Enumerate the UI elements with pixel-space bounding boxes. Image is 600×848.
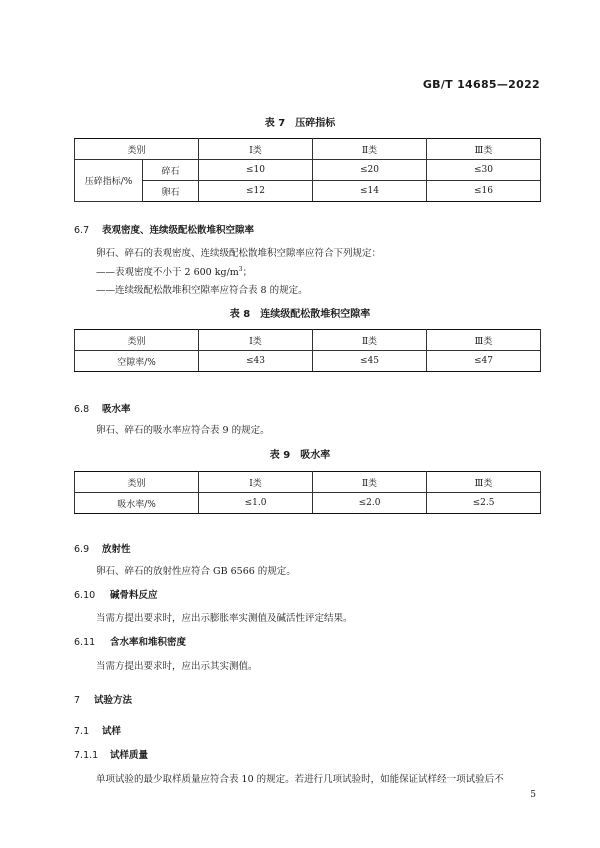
table-header-cell: Ⅱ类 [313,472,427,493]
table-header-cell: 类别 [75,472,199,493]
table-cell: 空隙率/% [75,351,199,372]
paragraph: 单项试验的最少取样质量应符合表 10 的规定。若进行几项试验时，如能保证试样经一项试验后不 [96,774,504,785]
row-group-label: 压碎指标/% [75,160,143,202]
section-6-8-heading [74,401,131,415]
paragraph: 卵石、碎石的放射性应符合 GB 6566 的规定。 [96,566,296,577]
table-cell: 卵石 [143,181,199,202]
table-9 [74,471,541,514]
section-number: 6.9 [74,544,90,555]
section-title: 试样 [102,726,122,737]
table-cell: ≤14 [313,181,427,202]
section-7-1-1-heading [74,747,148,761]
table-8 [74,329,541,372]
table-row [75,351,541,372]
table-8-caption: 表 8 连续级配松散堆积空隙率 [229,309,371,320]
table-cell: ≤30 [427,160,541,181]
table-header-cell: 类别 [75,330,199,351]
table-row [75,330,541,351]
section-title: 碱骨料反应 [110,590,158,601]
section-number: 6.11 [74,637,96,648]
table-cell: ≤20 [313,160,427,181]
table-cell: 碎石 [143,160,199,181]
paragraph: 当需方提出要求时，应出示其实测值。 [96,661,258,672]
section-title: 吸水率 [102,404,131,415]
paragraph: 卵石、碎石的吸水率应符合表 9 的规定。 [96,425,270,436]
section-7-heading [74,692,132,706]
table-cell: ≤43 [199,351,313,372]
table-cell: ≤10 [199,160,313,181]
standard-code: GB/T 14685—2022 [422,78,540,91]
table-cell: ≤12 [199,181,313,202]
table-cell: ≤45 [313,351,427,372]
table-header-cell: 类别 [75,139,199,160]
section-number: 7 [74,695,81,706]
table-header-cell: Ⅱ类 [313,139,427,160]
paragraph: 卵石、碎石的表观密度、连续级配松散堆积空隙率应符合下列规定： [96,248,382,259]
paragraph-density [96,264,252,278]
table-9-caption: 表 9 吸水率 [269,450,331,461]
table-cell: ≤16 [427,181,541,202]
section-title: 试验方法 [94,695,133,706]
section-7-1-heading [74,723,121,737]
table-row [75,493,541,514]
table-cell: ≤2.5 [427,493,541,514]
section-number: 7.1 [74,726,90,737]
table-cell: ≤1.0 [199,493,313,514]
superscript: 3 [238,265,243,273]
section-number: 6.8 [74,404,90,415]
table-header-cell: Ⅱ类 [313,330,427,351]
paragraph: ——连续级配松散堆积空隙率应符合表 8 的规定。 [96,285,308,296]
table-header-cell: Ⅰ类 [199,330,313,351]
paragraph-text: ； [242,267,253,278]
table-row [75,472,541,493]
table-row [75,181,541,202]
section-title: 试样质量 [110,750,149,761]
section-6-7-heading [74,222,254,236]
table-header-cell: Ⅲ类 [427,330,541,351]
table-header-cell: Ⅲ类 [427,139,541,160]
table-cell: ≤47 [427,351,541,372]
paragraph: 当需方提出要求时，应出示膨胀率实测值及碱活性评定结果。 [96,613,353,624]
section-title: 表观密度、连续级配松散堆积空隙率 [102,225,255,236]
table-row [75,160,541,181]
paragraph-text: ——表观密度不小于 2 600 kg/m [96,267,239,278]
section-number: 7.1.1 [74,750,99,761]
table-header-cell: Ⅰ类 [199,472,313,493]
table-cell: 吸水率/% [75,493,199,514]
table-7-caption: 表 7 压碎指标 [264,118,336,129]
section-title: 含水率和堆积密度 [110,637,187,648]
section-number: 6.7 [74,225,90,236]
section-6-11-heading [74,634,186,648]
table-cell: ≤2.0 [313,493,427,514]
section-number: 6.10 [74,590,96,601]
table-7 [74,138,541,202]
table-header-cell: Ⅲ类 [427,472,541,493]
section-6-9-heading [74,541,131,555]
page-number: 5 [530,790,536,800]
table-row [75,139,541,160]
table-header-cell: Ⅰ类 [199,139,313,160]
section-title: 放射性 [102,544,131,555]
section-6-10-heading [74,587,158,601]
